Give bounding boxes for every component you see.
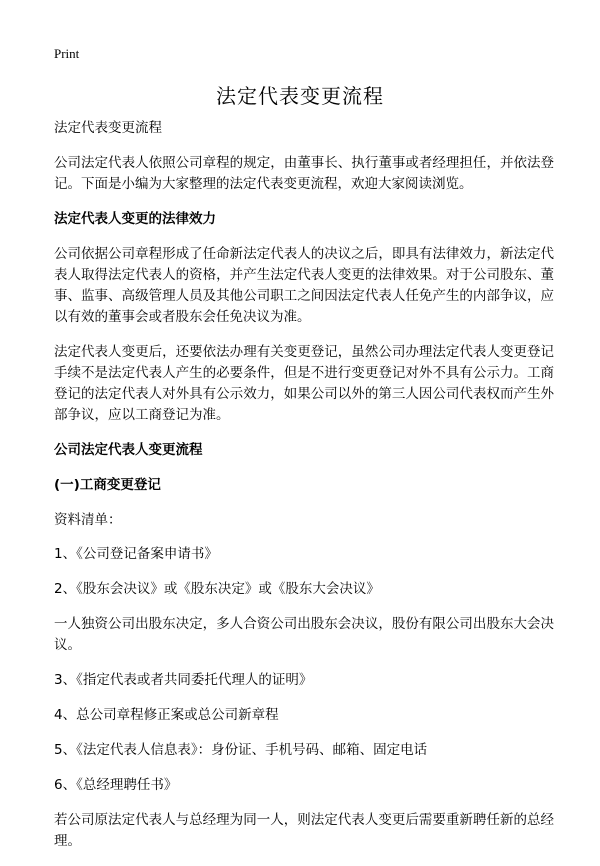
list-item: 5、《法定代表人信息表》：身份证、手机号码、邮箱、固定电话 bbox=[54, 742, 428, 758]
print-link[interactable]: Print bbox=[54, 46, 80, 61]
list-item: 3、《指定代表或者共同委托代理人的证明》 bbox=[54, 672, 313, 688]
list-item: 2、《股东会决议》或《股东决定》或《股东大会决议》 bbox=[54, 581, 380, 597]
materials-list-label: 资料清单： bbox=[54, 512, 122, 528]
subsection-heading-registration: (一)工商变更登记 bbox=[54, 477, 161, 493]
intro-heading-text: 法定代表变更流程 bbox=[54, 120, 162, 136]
list-item-note: 若公司原法定代表人与总经理为同一人，则法定代表人变更后需要重新聘任新的总经理。 bbox=[54, 812, 554, 849]
section-heading-change-process: 公司法定代表人变更流程 bbox=[54, 442, 203, 458]
list-item: 4、总公司章程修正案或总公司新章程 bbox=[54, 707, 279, 723]
list-item: 1、《公司登记备案申请书》 bbox=[54, 546, 218, 562]
section-heading-legal-effect: 法定代表人变更的法律效力 bbox=[54, 211, 216, 227]
list-item-note: 一人独资公司出股东决定，多人合资公司出股东会决议，股份有限公司出股东大会决议。 bbox=[54, 616, 554, 653]
page-title: 法定代表变更流程 bbox=[216, 84, 384, 108]
list-item: 6、《总经理聘任书》 bbox=[54, 777, 178, 793]
article-body bbox=[54, 118, 554, 866]
intro-paragraph: 公司法定代表人依照公司章程的规定，由董事长、执行董事或者经理担任，并依法登记。下面是小编为大家整理的法定代表变更流程，欢迎大家阅读浏览。 bbox=[54, 155, 554, 192]
legal-effect-paragraph-1: 公司依据公司章程形成了任命新法定代表人的决议之后，即具有法律效力，新法定代表人取得法定代表人的资格，并产生法定代表人变更的法律效果。对于公司股东、董事、监事、高级管理人员及其他公司职工之间因法定代表人任免产生的内部争议，应以有效的董事会或者股东会任免决议为准。 bbox=[54, 246, 554, 325]
legal-effect-paragraph-2: 法定代表人变更后，还要依法办理有关变更登记，虽然公司办理法定代表人变更登记手续不是法定代表人产生的必要条件，但是不进行变更登记对外不具有公示力。工商登记的法定代表人对外具有公示效力，如果公司以外的第三人因公司代表权而产生外部争议，应以工商登记为准。 bbox=[54, 344, 554, 423]
